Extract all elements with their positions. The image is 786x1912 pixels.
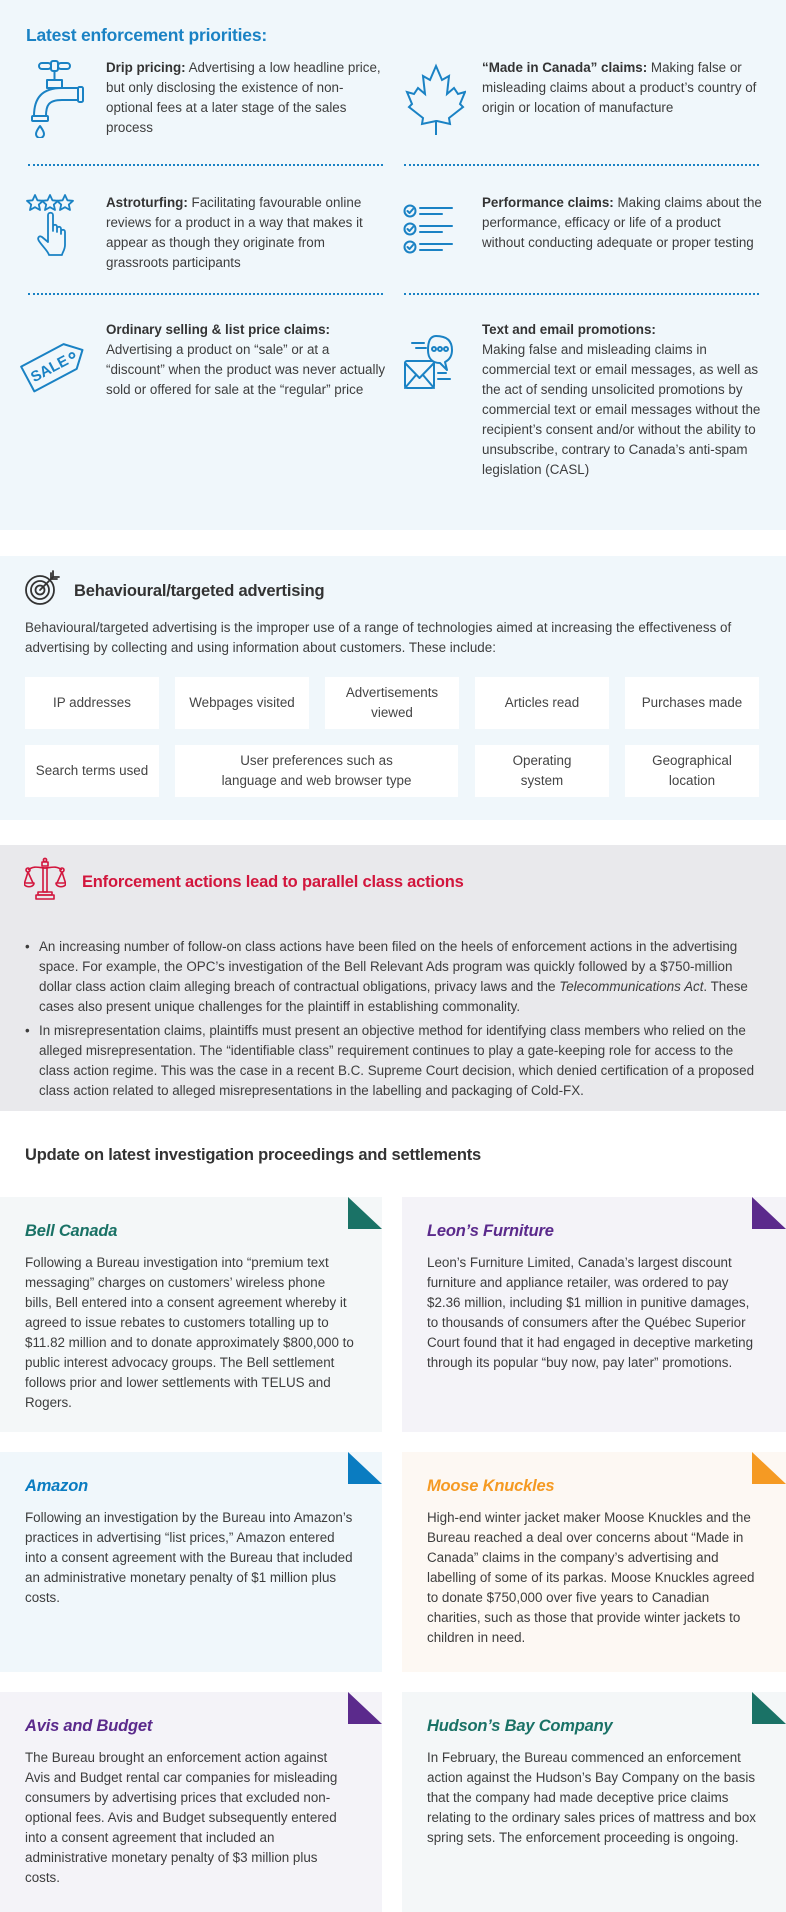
priority-title: Performance claims: — [482, 195, 614, 210]
faucet-icon — [26, 58, 90, 138]
case-card — [402, 1452, 786, 1672]
case-title: Moose Knuckles — [427, 1477, 555, 1495]
act-name: Telecommunications Act — [559, 979, 704, 994]
case-title: Avis and Budget — [25, 1717, 153, 1735]
maple-leaf-icon — [402, 58, 466, 138]
data-type-chip: User preferences such as language and web browser type — [175, 745, 458, 797]
bullet-text: In misrepresentation claims, plaintiffs must present an objective method for identifying class members who relied on the alleged misrepresentation. The “identifiable class” requirement continues to play a gate-keeping role for access to the class action regime. This was the case in a recent B.C. Supreme Court decision, which denied certification of a proposed class action related to alleged misrepresentations in the labelling and packaging of Cold-FX. — [39, 1023, 755, 1098]
case-card — [0, 1197, 382, 1432]
sale-tag-icon — [18, 332, 94, 412]
data-type-chip: Webpages visited — [175, 677, 309, 729]
data-type-chip: IP addresses — [25, 677, 159, 729]
checklist-icon — [402, 193, 466, 273]
data-type-chip: Articles read — [475, 677, 609, 729]
priority-description: Facilitating favourable online reviews for a product in a way that makes it appear as though they originate from grassroots participants — [106, 195, 363, 270]
divider — [28, 164, 383, 166]
priority-title: Text and email promotions: — [482, 322, 656, 337]
behavioural-title: Behavioural/targeted advertising — [74, 582, 325, 600]
priority-text — [106, 58, 388, 138]
class-actions-title: Enforcement actions lead to parallel class actions — [82, 873, 464, 891]
scales-icon — [24, 857, 66, 907]
data-type-chip: Geographical location — [625, 745, 759, 797]
target-icon — [24, 570, 60, 612]
case-title: Bell Canada — [25, 1222, 118, 1240]
priority-description: Making false or misleading claims about a product’s country of origin or location of manufacture — [482, 60, 757, 115]
priority-title: “Made in Canada” claims: — [482, 60, 648, 75]
class-actions-header — [24, 857, 464, 907]
priorities-heading: Latest enforcement priorities: — [26, 25, 267, 45]
data-type-chip: Search terms used — [25, 745, 159, 797]
priority-title: Ordinary selling & list price claims: — [106, 322, 330, 337]
stars-hand-icon — [26, 193, 90, 273]
corner-accent — [752, 1197, 786, 1229]
case-description: Following a Bureau investigation into “premium text messaging” charges on customers’ wireless phone bills, Bell entered into a consent agreement whereby it agreed to issue rebates to customers totalling up to $11.82 million and to donate approximately $800,000 to public interest advocacy groups. The Bell settlement follows prior and lower settlements with TELUS and Rogers. — [25, 1255, 354, 1410]
priority-title: Drip pricing: — [106, 60, 186, 75]
email-chat-icon — [402, 332, 466, 412]
case-description: The Bureau brought an enforcement action against Avis and Budget rental car companies for misleading consumers by advertising prices that excluded non-optional fees. Avis and Budget subsequently entered into a consent agreement that included an administrative monetary penalty of $3 million plus costs. — [25, 1750, 338, 1885]
case-description: Leon’s Furniture Limited, Canada’s largest discount furniture and appliance retailer, was ordered to pay $2.36 million, including $1 million in punitive damages, to thousands of consumers after the Québec Superior Court found that it had engaged in deceptive marketing through its popular “buy now, pay later” promotions. — [427, 1255, 754, 1370]
data-type-chip: Purchases made — [625, 677, 759, 729]
data-type-chip: Advertisements viewed — [325, 677, 459, 729]
case-description: Following an investigation by the Bureau into Amazon’s practices in advertising “list prices,” Amazon entered into a consent agreement with the Bureau that included an administrative monetary penalty of $1 million plus costs. — [25, 1510, 353, 1605]
priority-text — [482, 320, 764, 480]
case-description: In February, the Bureau commenced an enforcement action against the Hudson’s Bay Company on the basis that the company had made deceptive price claims relating to the ordinary sales prices of mattress and box spring sets. The enforcement proceeding is ongoing. — [427, 1750, 756, 1845]
case-title: Hudson’s Bay Company — [427, 1717, 613, 1735]
priority-description: Advertising a low headline price, but only disclosing the existence of non-optional fees at a later stage of the sales process — [106, 60, 381, 135]
list-item — [25, 1021, 765, 1101]
case-description: High-end winter jacket maker Moose Knuckles and the Bureau reached a deal over concerns about “Made in Canada” claims in the company’s advertising and labelling of some of its parkas. Moose Knuckles agreed to donate $750,000 over five years to Canadian charities, such as those that provide winter jackets to children in need. — [427, 1510, 755, 1645]
priority-text — [482, 58, 764, 118]
behavioural-description: Behavioural/targeted advertising is the improper use of a range of technologies aimed at increasing the effectiveness of advertising by collecting and using information about customers. These include: — [25, 620, 732, 655]
bullet-text: . These cases also present unique challenges for the plaintiff in establishing commonality. — [39, 979, 748, 1014]
updates-heading: Update on latest investigation proceedings and settlements — [25, 1146, 481, 1164]
priority-description: Making false and misleading claims in commercial text or email messages, as well as the act of sending unsolicited promotions by commercial text or email messages without the recipient’s consent and/or without the ability to unsubscribe, contrary to Canada’s anti-spam legislation (CASL) — [482, 342, 761, 477]
corner-accent — [348, 1197, 382, 1229]
priority-text — [106, 320, 388, 400]
case-title: Leon’s Furniture — [427, 1222, 554, 1240]
corner-accent — [348, 1452, 382, 1484]
priority-text — [482, 193, 764, 253]
priority-title: Astroturfing: — [106, 195, 188, 210]
divider — [28, 293, 383, 295]
case-card — [0, 1452, 382, 1672]
priority-description: Advertising a product on “sale” or at a “discount” when the product was never actually sold or offered for sale at the “regular” price — [106, 342, 386, 397]
case-card — [402, 1197, 786, 1432]
sale-label: SALE — [27, 352, 72, 386]
class-actions-section — [0, 845, 786, 1111]
case-card — [0, 1692, 382, 1912]
behavioural-header — [24, 570, 324, 612]
corner-accent — [752, 1452, 786, 1484]
priority-description: Making claims about the performance, efficacy or life of a product without conducting adequate or proper testing — [482, 195, 762, 250]
divider — [404, 293, 759, 295]
corner-accent — [348, 1692, 382, 1724]
class-actions-list — [25, 937, 765, 1105]
priority-text — [106, 193, 388, 273]
corner-accent — [752, 1692, 786, 1724]
divider — [404, 164, 759, 166]
case-card — [402, 1692, 786, 1912]
bullet-text: An increasing number of follow-on class actions have been filed on the heels of enforcement actions in the advertising space. For example, the OPC’s investigation of the Bell Relevant Ads program was quickly followed by a $750-million dollar class action claim alleging breach of contractual obligations, privacy laws and the — [39, 939, 738, 994]
behavioural-advertising-section — [0, 556, 786, 820]
list-item — [25, 937, 765, 1017]
case-title: Amazon — [25, 1477, 88, 1495]
data-type-chip: Operating system — [475, 745, 609, 797]
